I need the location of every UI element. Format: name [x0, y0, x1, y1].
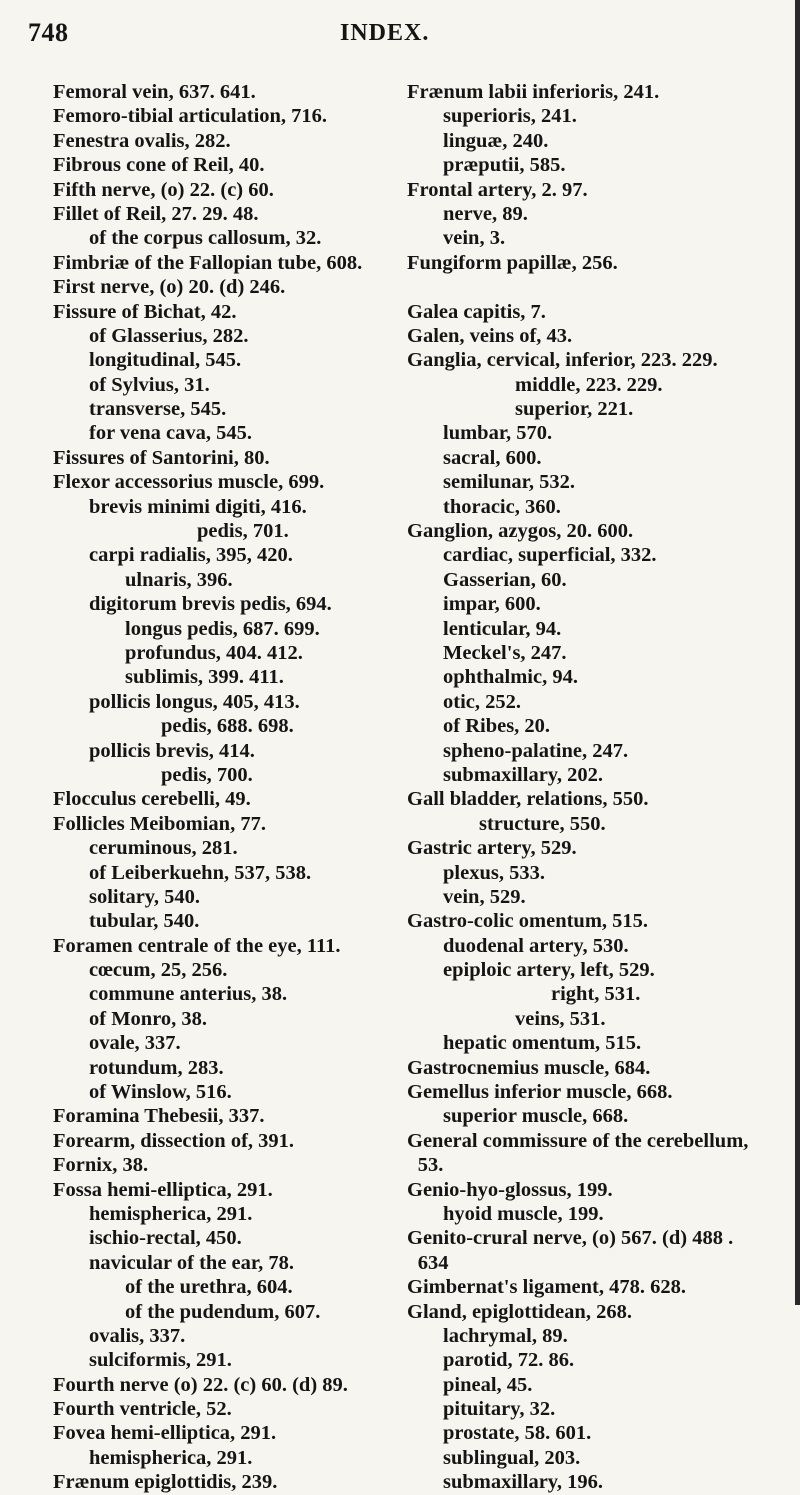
- index-entry: Ganglion, azygos, 20. 600.: [407, 520, 634, 543]
- index-entry: Fissures of Santorini, 80.: [53, 446, 270, 469]
- index-entry: right, 531.: [551, 983, 641, 1006]
- index-entry: impar, 600.: [443, 593, 541, 616]
- index-entry: digitorum brevis pedis, 694.: [89, 593, 332, 616]
- index-entry: pedis, 701.: [197, 520, 289, 543]
- index-column-left: [53, 80, 388, 1495]
- index-entry: vein, 3.: [443, 227, 506, 250]
- index-entry: Gland, epiglottidean, 268.: [407, 1300, 632, 1323]
- index-entry: Femoral vein, 637. 641.: [53, 81, 256, 103]
- index-entry: tubular, 540.: [89, 910, 200, 933]
- index-entry: plexus, 533.: [443, 861, 545, 884]
- index-entry: pedis, 700.: [161, 763, 253, 786]
- index-entry: 53.: [417, 1154, 444, 1177]
- index-entry: Gemellus inferior muscle, 668.: [407, 1081, 673, 1104]
- index-entry: linguæ, 240.: [443, 129, 549, 152]
- index-entry: lachrymal, 89.: [443, 1324, 568, 1347]
- index-entry: of Winslow, 516.: [89, 1081, 232, 1104]
- index-entry: sacral, 600.: [443, 446, 542, 469]
- index-entry: Fifth nerve, (o) 22. (c) 60.: [53, 178, 274, 201]
- index-entry: parotid, 72. 86.: [443, 1349, 575, 1372]
- index-entry: First nerve, (o) 20. (d) 246.: [53, 276, 286, 299]
- index-entry: lenticular, 94.: [443, 617, 562, 640]
- index-entry: semilunar, 532.: [443, 471, 575, 494]
- index-entry: brevis minimi digiti, 416.: [89, 495, 307, 518]
- index-entry: Femoro-tibial articulation, 716.: [53, 105, 328, 128]
- index-entry: sulciformis, 291.: [89, 1349, 232, 1372]
- index-entry: vein, 529.: [443, 885, 526, 908]
- index-entry: Fimbriæ of the Fallopian tube, 608.: [53, 251, 363, 274]
- index-entry: of the urethra, 604.: [125, 1276, 293, 1299]
- index-entry: longitudinal, 545.: [89, 349, 242, 372]
- index-entry: Gastro-colic omentum, 515.: [407, 910, 649, 933]
- index-entry: rotundum, 283.: [89, 1056, 224, 1079]
- index-entry: pituitary, 32.: [443, 1398, 556, 1421]
- index-entry: veins, 531.: [515, 1007, 606, 1030]
- index-entry: Foramina Thebesii, 337.: [53, 1105, 265, 1128]
- index-entry: Fourth ventricle, 52.: [53, 1398, 232, 1421]
- index-entry: carpi radialis, 395, 420.: [89, 544, 293, 567]
- index-entry: Follicles Meibomian, 77.: [53, 812, 266, 835]
- index-entry: Fornix, 38.: [53, 1154, 149, 1177]
- index-entry: Galea capitis, 7.: [407, 300, 546, 323]
- index-entry: Fissure of Bichat, 42.: [53, 300, 237, 323]
- index-entry: hyoid muscle, 199.: [443, 1202, 604, 1225]
- index-entry: pollicis longus, 405, 413.: [89, 690, 300, 713]
- index-entry: navicular of the ear, 78.: [89, 1251, 294, 1274]
- index-entry: Flexor accessorius muscle, 699.: [53, 471, 325, 494]
- index-entry: ovale, 337.: [89, 1032, 181, 1055]
- index-entry: of Sylvius, 31.: [89, 373, 210, 396]
- index-entry: pedis, 688. 698.: [161, 715, 294, 738]
- index-entry: Fovea hemi-elliptica, 291.: [53, 1422, 277, 1445]
- index-entry: superior muscle, 668.: [443, 1105, 629, 1128]
- index-entry: Frænum epiglottidis, 239.: [53, 1471, 278, 1494]
- index-entry: Meckel's, 247.: [443, 641, 567, 664]
- index-entry: duodenal artery, 530.: [443, 934, 629, 957]
- index-entry: sublimis, 399. 411.: [125, 666, 284, 689]
- page-heading: INDEX.: [340, 20, 430, 46]
- index-entry: epiploic artery, left, 529.: [443, 959, 655, 982]
- index-entry: Flocculus cerebelli, 49.: [53, 788, 251, 811]
- index-entry: nerve, 89.: [443, 202, 528, 225]
- index-entry: of Leiberkuehn, 537, 538.: [89, 861, 312, 884]
- index-entry: commune anterius, 38.: [89, 983, 288, 1006]
- index-entry: cœcum, 25, 256.: [89, 959, 228, 982]
- index-entry: Gall bladder, relations, 550.: [407, 788, 649, 811]
- index-entry: Fourth nerve (o) 22. (c) 60. (d) 89.: [53, 1373, 348, 1396]
- index-entry: thoracic, 360.: [443, 495, 561, 518]
- index-entry: structure, 550.: [479, 812, 606, 835]
- index-entry: ovalis, 337.: [89, 1324, 186, 1347]
- index-entry: Gimbernat's ligament, 478. 628.: [407, 1276, 687, 1299]
- index-entry: Fibrous cone of Reil, 40.: [53, 154, 265, 177]
- index-entry: longus pedis, 687. 699.: [125, 617, 320, 640]
- index-entry: of Glasserius, 282.: [89, 324, 249, 347]
- index-entry: Genio-hyo-glossus, 199.: [407, 1178, 613, 1201]
- section-gap: [407, 275, 792, 299]
- index-entry: cardiac, superficial, 332.: [443, 544, 657, 567]
- index-entry: transverse, 545.: [89, 398, 227, 421]
- index-entry: Forearm, dissection of, 391.: [53, 1129, 295, 1152]
- index-entry: sublingual, 203.: [443, 1446, 581, 1469]
- page-header: [0, 18, 800, 58]
- index-entry: Foramen centrale of the eye, 111.: [53, 934, 341, 957]
- index-entry: submaxillary, 202.: [443, 763, 604, 786]
- index-entry: Gastric artery, 529.: [407, 837, 577, 860]
- index-entry: pineal, 45.: [443, 1373, 533, 1396]
- index-entry: superior, 221.: [515, 398, 634, 421]
- index-entry: hepatic omentum, 515.: [443, 1032, 642, 1055]
- index-entry: of Monro, 38.: [89, 1007, 208, 1030]
- index-entry: Fenestra ovalis, 282.: [53, 129, 231, 152]
- index-entry: for vena cava, 545.: [89, 422, 253, 445]
- index-entry: profundus, 404. 412.: [125, 641, 303, 664]
- index-entry: ischio-rectal, 450.: [89, 1227, 242, 1250]
- index-entry: of the pudendum, 607.: [125, 1300, 321, 1323]
- index-entry: Fillet of Reil, 27. 29. 48.: [53, 202, 259, 225]
- page-edge-rule: [795, 0, 800, 1305]
- index-entry: Fungiform papillæ, 256.: [407, 251, 618, 274]
- index-entry: superioris, 241.: [443, 105, 577, 128]
- index-entry: ulnaris, 396.: [125, 568, 233, 591]
- index-entry: Galen, veins of, 43.: [407, 324, 573, 347]
- index-entry: spheno-palatine, 247.: [443, 739, 629, 762]
- index-entry: Gastrocnemius muscle, 684.: [407, 1056, 651, 1079]
- index-entry: præputii, 585.: [443, 154, 566, 177]
- index-entry: Genito-crural nerve, (o) 567. (d) 488 .: [407, 1227, 734, 1250]
- index-entry: solitary, 540.: [89, 885, 201, 908]
- index-entry: pollicis brevis, 414.: [89, 739, 255, 762]
- index-entry: prostate, 58. 601.: [443, 1422, 592, 1445]
- index-entry: hemispherica, 291.: [89, 1446, 253, 1469]
- index-entry: Gasserian, 60.: [443, 568, 567, 591]
- index-entry: Frontal artery, 2. 97.: [407, 178, 588, 201]
- index-entry: otic, 252.: [443, 690, 521, 713]
- index-entry: General commissure of the cerebellum,: [407, 1129, 749, 1152]
- page-number: 748: [28, 18, 69, 47]
- index-entry: submaxillary, 196.: [443, 1471, 604, 1494]
- index-entry: ceruminous, 281.: [89, 837, 238, 860]
- index-entry: hemispherica, 291.: [89, 1202, 253, 1225]
- index-entry: of Ribes, 20.: [443, 715, 551, 738]
- index-entry: Ganglia, cervical, inferior, 223. 229.: [407, 349, 718, 372]
- index-entry: Fossa hemi-elliptica, 291.: [53, 1178, 273, 1201]
- index-entry: of the corpus callosum, 32.: [89, 227, 322, 250]
- index-entry: Frænum labii inferioris, 241.: [407, 81, 660, 103]
- index-entry: 634: [417, 1251, 449, 1274]
- index-entry: ophthalmic, 94.: [443, 666, 578, 689]
- index-entry: middle, 223. 229.: [515, 373, 663, 396]
- index-entry: lumbar, 570.: [443, 422, 553, 445]
- index-column-right: [407, 80, 792, 1495]
